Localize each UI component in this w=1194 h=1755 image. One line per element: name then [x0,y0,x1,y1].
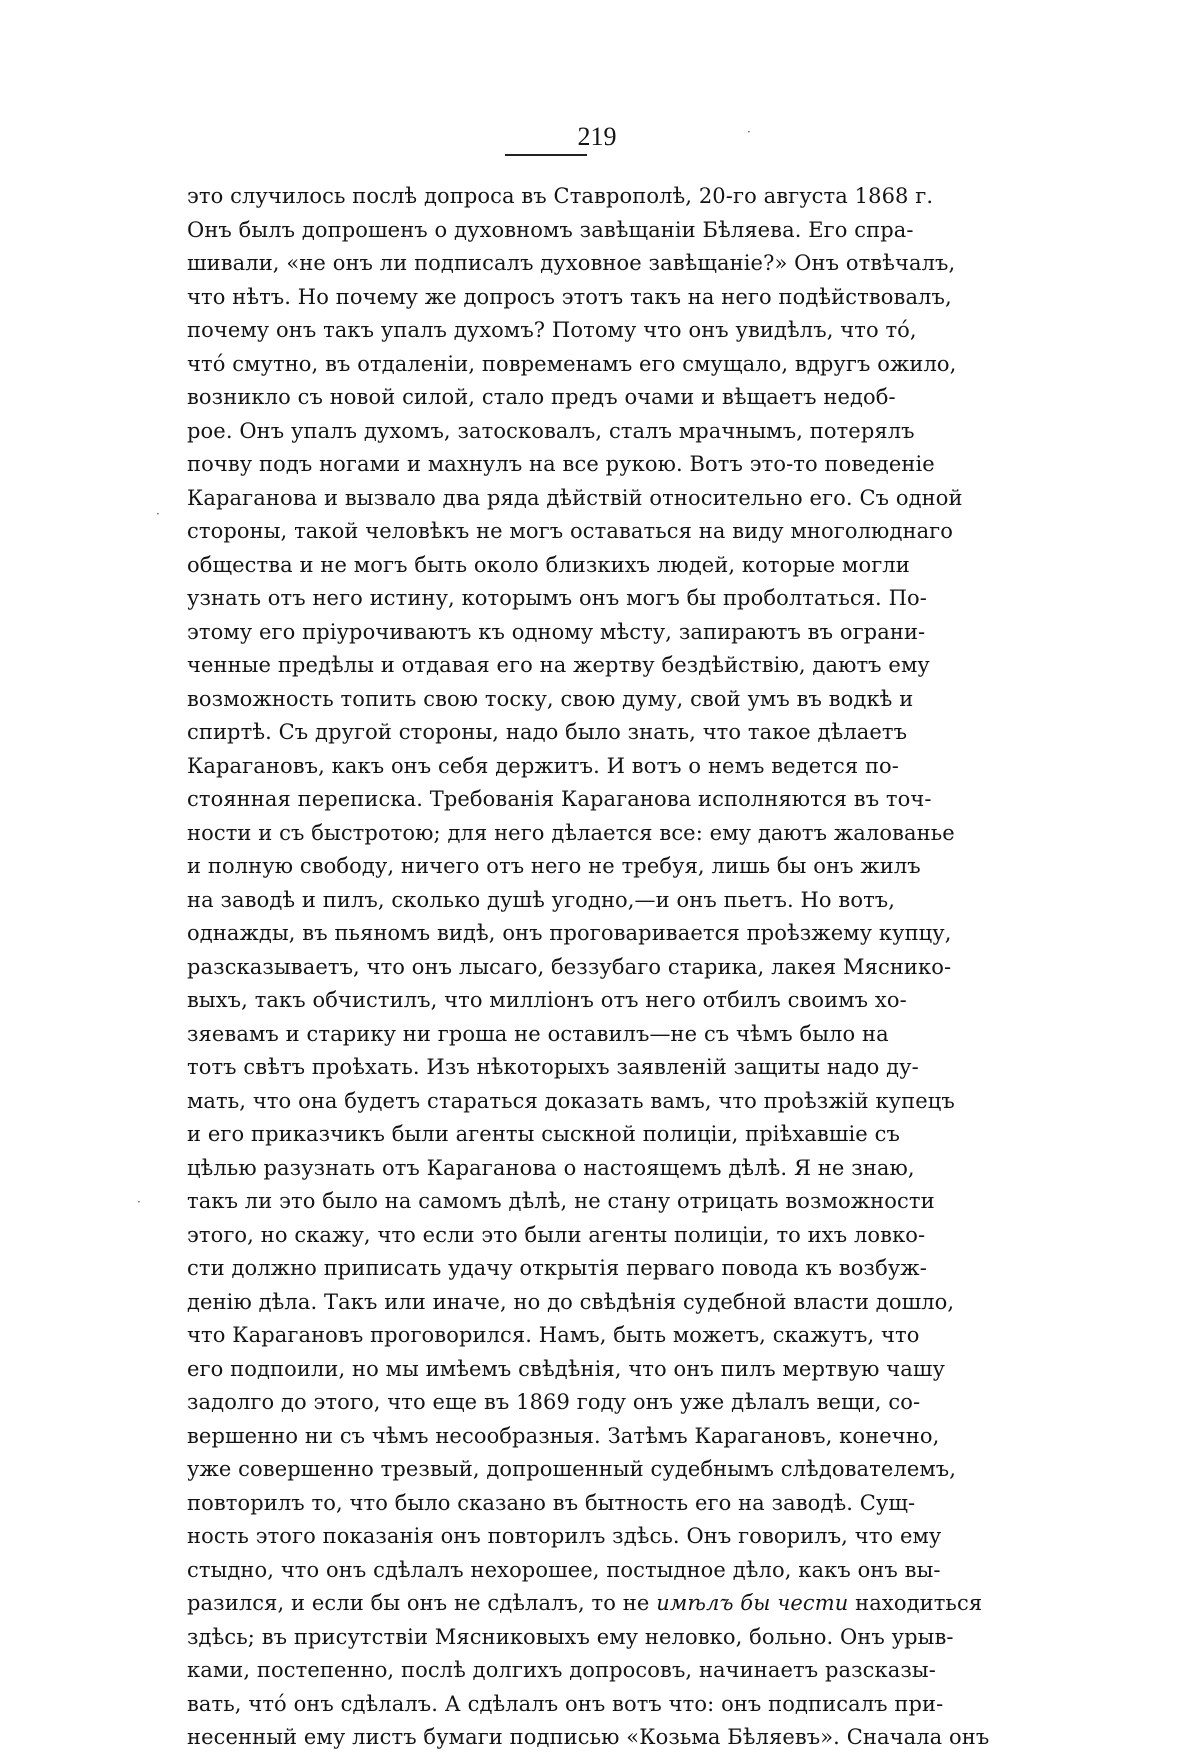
text-line: цѣлью разузнать отъ Караганова о настоящемъ дѣлѣ. Я не знаю, [187,1155,915,1180]
text-line: здѣсь; въ присутствіи Мясниковыхъ ему неловко, больно. Онъ урыв- [187,1624,954,1649]
text-block-main [187,180,963,1587]
text-line: вершенно ни съ чѣмъ несообразныя. Затѣмъ Карагановъ, конечно, [187,1423,940,1448]
text-line: рое. Онъ упалъ духомъ, затосковалъ, сталъ мрачнымъ, потерялъ [187,418,915,443]
text-line: уже совершенно трезвый, допрошенный судебнымъ слѣдователемъ, [187,1457,957,1481]
text-line: почему онъ такъ упалъ духомъ? Потому что онъ увидѣлъ, что то́, [187,318,917,342]
stray-mark: · [747,125,751,139]
text-line: что Карагановъ проговорился. Намъ, быть можетъ, скажутъ, что [187,1323,920,1347]
stray-mark: · [137,1195,141,1209]
text-line: денію дѣла. Такъ или иначе, но до свѣдѣнія судебной власти дошло, [187,1289,955,1314]
text-line: шивали, «не онъ ли подписалъ духовное завѣщаніе?» Онъ отвѣчалъ, [187,251,956,275]
text-block-tail [187,1621,990,1755]
text-fragment-after: находиться [848,1591,983,1615]
text-line: что нѣтъ. Но почему же допросъ этотъ такъ на него подѣйствовалъ, [187,284,952,309]
page-number-rule [505,154,587,156]
text-line: это случилось послѣ допроса въ Ставрополѣ, 20-го августа 1868 г. [187,184,934,208]
text-line: ченные предѣлы и отдавая его на жертву бездѣйствію, даютъ ему [187,653,930,677]
text-line: зяевамъ и старику ни гроша не оставилъ—не съ чѣмъ было на [187,1021,889,1046]
body-text [187,180,990,1755]
text-line: вать, что́ онъ сдѣлалъ. А сдѣлалъ онъ вотъ что: онъ подписалъ при- [187,1691,944,1716]
text-line: сти должно приписать удачу открытія перваго повода къ возбуж- [187,1256,927,1280]
text-line: ками, постепенно, послѣ долгихъ допросовъ, начинаетъ разсказы- [187,1658,936,1682]
text-line: тотъ свѣтъ проѣхать. Изъ нѣкоторыхъ заявленій защиты надо ду- [187,1055,919,1079]
text-line: возникло съ новой силой, стало предъ очами и вѣщаетъ недоб- [187,385,896,409]
text-line: задолго до этого, что еще въ 1869 году онъ уже дѣлалъ вещи, со- [187,1390,921,1414]
page-number: 219 [577,122,617,151]
text-line: и полную свободу, ничего отъ него не требуя, лишь бы онъ жилъ [187,854,921,878]
text-line: повторилъ то, что было сказано въ бытность его на заводѣ. Сущ- [187,1490,916,1515]
text-line: Караганова и вызвало два ряда дѣйствій относительно его. Съ одной [187,485,963,510]
text-line: и его приказчикъ были агенты сыскной полиціи, пріѣхавшіе съ [187,1122,900,1146]
text-line: его подпоили, но мы имѣемъ свѣдѣнія, что онъ пилъ мертвую чашу [187,1356,945,1381]
text-line: почву подъ ногами и махнулъ на все рукою. Вотъ это-то поведеніе [187,452,935,476]
text-line: Карагановъ, какъ онъ себя держитъ. И вотъ о немъ ведется по- [187,753,899,778]
text-line-italic [187,1587,983,1621]
text-line: однажды, въ пьяномъ видѣ, онъ проговаривается проѣзжему купцу, [187,921,952,945]
text-line: спиртѣ. Съ другой стороны, надо было знать, что такое дѣлаетъ [187,720,908,744]
text-line: на заводѣ и пилъ, сколько душѣ угодно,—и онъ пьетъ. Но вотъ, [187,887,896,912]
text-line: этого, но скажу, что если это были агенты полиціи, то ихъ ловко- [187,1222,926,1247]
text-line: Онъ былъ допрошенъ о духовномъ завѣщаніи Бѣляева. Его спра- [187,217,914,242]
text-line: стыдно, что онъ сдѣлалъ нехорошее, постыдное дѣло, какъ онъ вы- [187,1557,941,1582]
text-fragment-italic: имѣлъ бы чести [656,1591,849,1615]
text-line: ности и съ быстротою; для него дѣлается все: ему даютъ жалованье [187,820,955,845]
text-fragment-before: разился, и если бы онъ не сдѣлалъ, то не [187,1591,657,1615]
text-line: несенный ему листъ бумаги подписью «Козьма Бѣляевъ». Сначала онъ [187,1725,990,1749]
text-line: выхъ, такъ обчистилъ, что милліонъ отъ него отбилъ своимъ хо- [187,988,907,1012]
text-line: разсказываетъ, что онъ лысаго, беззубаго старика, лакея Мяснико- [187,954,952,979]
text-line: этому его пріурочиваютъ къ одному мѣсту, запираютъ въ ограни- [187,619,926,644]
text-line: возможность топить свою тоску, свою думу, свой умъ въ водкѣ и [187,686,914,711]
text-line: ность этого показанія онъ повторилъ здѣсь. Онъ говорилъ, что ему [187,1524,942,1548]
text-line: общества и не могъ быть около близкихъ людей, которые могли [187,552,910,577]
text-line: такъ ли это было на самомъ дѣлѣ, не стану отрицать возможности [187,1189,935,1213]
text-line: узнать отъ него истину, которымъ онъ могъ бы проболтаться. По- [187,586,927,610]
text-line: мать, что она будетъ стараться доказать вамъ, что проѣзжій купецъ [187,1088,955,1113]
text-line: стороны, такой человѣкъ не могъ оставаться на виду многолюднаго [187,519,954,543]
text-line: что́ смутно, въ отдаленіи, повременамъ его смущало, вдругъ ожило, [187,351,957,376]
text-line: стоянная переписка. Требованія Караганова исполняются въ точ- [187,787,932,811]
stray-mark: · [156,507,160,521]
